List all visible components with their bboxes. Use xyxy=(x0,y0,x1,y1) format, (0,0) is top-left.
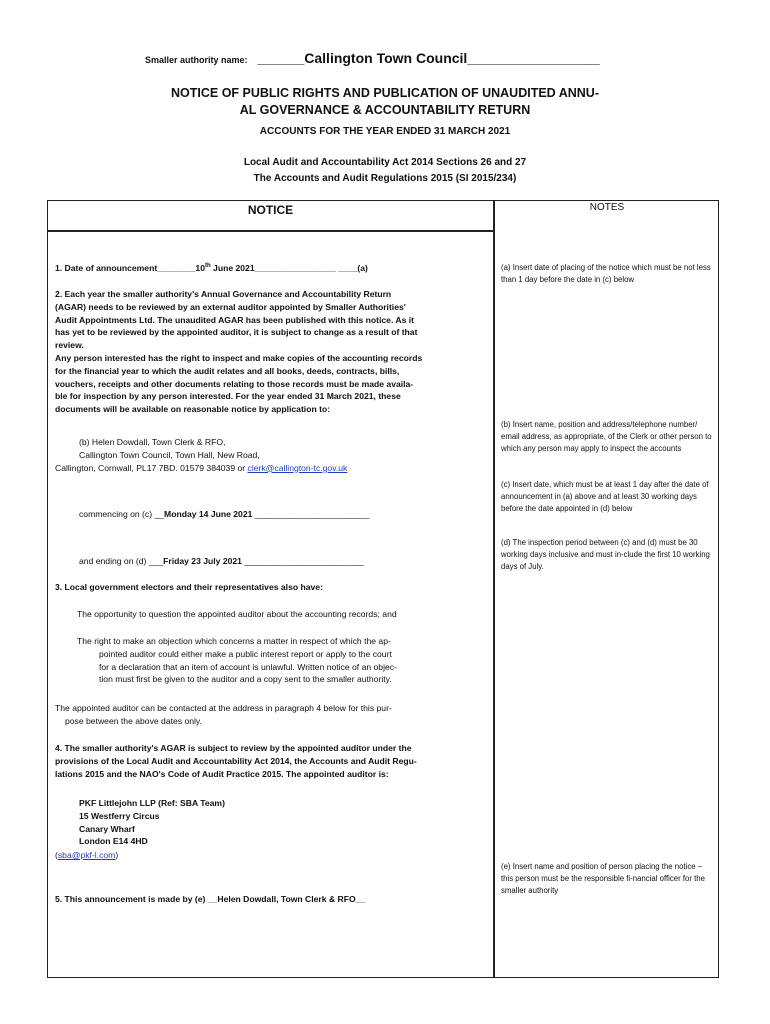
paragraph-4: 4. The smaller authority's AGAR is subject to review by the appointed auditor under the provisions of the Local Audit and Accountability Act 2014, the Accounts and Audit Regu- lations 2015 and the NAO's Code of Audit Practice 2015. The appointed auditor is: xyxy=(55,743,417,779)
ending-date-line: and ending on (d) ___Friday 23 July 2021 _________________________ xyxy=(79,556,364,566)
note-c: (c) Insert date, which must be at least 1 day after the date of announcement in (a) above and at least 30 working days before the date appointed in (d) below xyxy=(501,480,709,513)
note-b: (b) Insert name, position and address/telephone number/ email address, as appropriate, of the Clerk or other person to which any person may apply to inspect the accounts xyxy=(501,420,712,453)
column-divider xyxy=(493,200,495,978)
notice-heading: NOTICE xyxy=(247,203,294,217)
notice-title-line2: AL GOVERNANCE & ACCOUNTABILITY RETURN xyxy=(239,103,531,117)
paragraph-3-heading: 3. Local government electors and their representatives also have: xyxy=(55,582,323,592)
note-e: (e) Insert name and position of person placing the notice – this person must be the responsible fi-nancial officer for the smaller authority xyxy=(501,862,705,895)
authority-name: ______Callington Town Council_________________ xyxy=(257,50,600,66)
paragraph-2: 2. Each year the smaller authority's Annual Governance and Accountability Return (AGAR) needs to be reviewed by an external auditor appointed by Smaller Authorities' Audit Appointments Ltd. The unaudited AGAR has been published with this notice. As it has yet to be reviewed by the appointed auditor, it is subject to change as a result of that review. Any person interested has the right to inspect and make copies of the accounting records for the financial year to which the audit relates and all books, deeds, contracts, bills, vouchers, receipts and other documents relating to those records must be made availa- ble for inspection by any person interested. For the year ended 31 March 2021, these documents will be available on reasonable notice by application to: xyxy=(55,289,423,415)
contact-details: (b) Helen Dowdall, Town Clerk & RFO, Callington Town Council, Town Hall, New Road, Callington, Cornwall, PL17 7BD. 01579 384039 or clerk@callington-tc.gov.uk xyxy=(55,437,348,473)
note-a: (a) Insert date of placing of the notice which must be not less than 1 day before the date in (c) below xyxy=(501,263,711,284)
date-of-announcement: 1. Date of announcement________10th June 2021_________________ ____(a) xyxy=(55,262,368,273)
clerk-email-link[interactable]: clerk@callington-tc.gov.uk xyxy=(247,462,348,473)
right-to-question: The opportunity to question the appointed auditor about the accounting records; and xyxy=(77,609,397,619)
authority-name-line xyxy=(145,50,600,66)
header-divider xyxy=(47,230,494,232)
regulations-reference: The Accounts and Audit Regulations 2015 (SI 2015/234) xyxy=(253,173,517,184)
commencing-date-line: commencing on (c) __Monday 14 June 2021 ________________________ xyxy=(79,509,370,519)
auditor-contact-note: The appointed auditor can be contacted at the address in paragraph 4 below for this pur- pose between the above dates only. xyxy=(55,703,392,726)
auditor-email-line: (sba@pkf-l.com) xyxy=(55,850,119,860)
auditor-email-link[interactable]: sba@pkf-l.com xyxy=(57,850,116,860)
act-reference: Local Audit and Accountability Act 2014 Sections 26 and 27 xyxy=(243,157,527,168)
notice-title-line1: NOTICE OF PUBLIC RIGHTS AND PUBLICATION OF UNAUDITED ANNU- xyxy=(171,86,599,100)
announcement-made-by: 5. This announcement is made by (e) __Helen Dowdall, Town Clerk & RFO__ xyxy=(55,894,366,904)
note-d: (d) The inspection period between (c) and (d) must be 30 working days inclusive and must in-clude the first 10 working days of July. xyxy=(501,538,710,571)
auditor-address: PKF Littlejohn LLP (Ref: SBA Team) 15 Westferry Circus Canary Wharf London E14 4HD xyxy=(79,798,225,847)
accounts-year: ACCOUNTS FOR THE YEAR ENDED 31 MARCH 2021 xyxy=(259,126,511,137)
authority-label: Smaller authority name: xyxy=(145,55,248,65)
notes-heading: NOTES xyxy=(589,202,625,213)
right-to-object: The right to make an objection which concerns a matter in respect of which the ap- pointed auditor could either make a public interest report or apply to the court for a declaration that an item of account is unlawful. Written notice of an objec- tion must first be given to the auditor and a copy sent to the smaller authority. xyxy=(77,636,397,685)
